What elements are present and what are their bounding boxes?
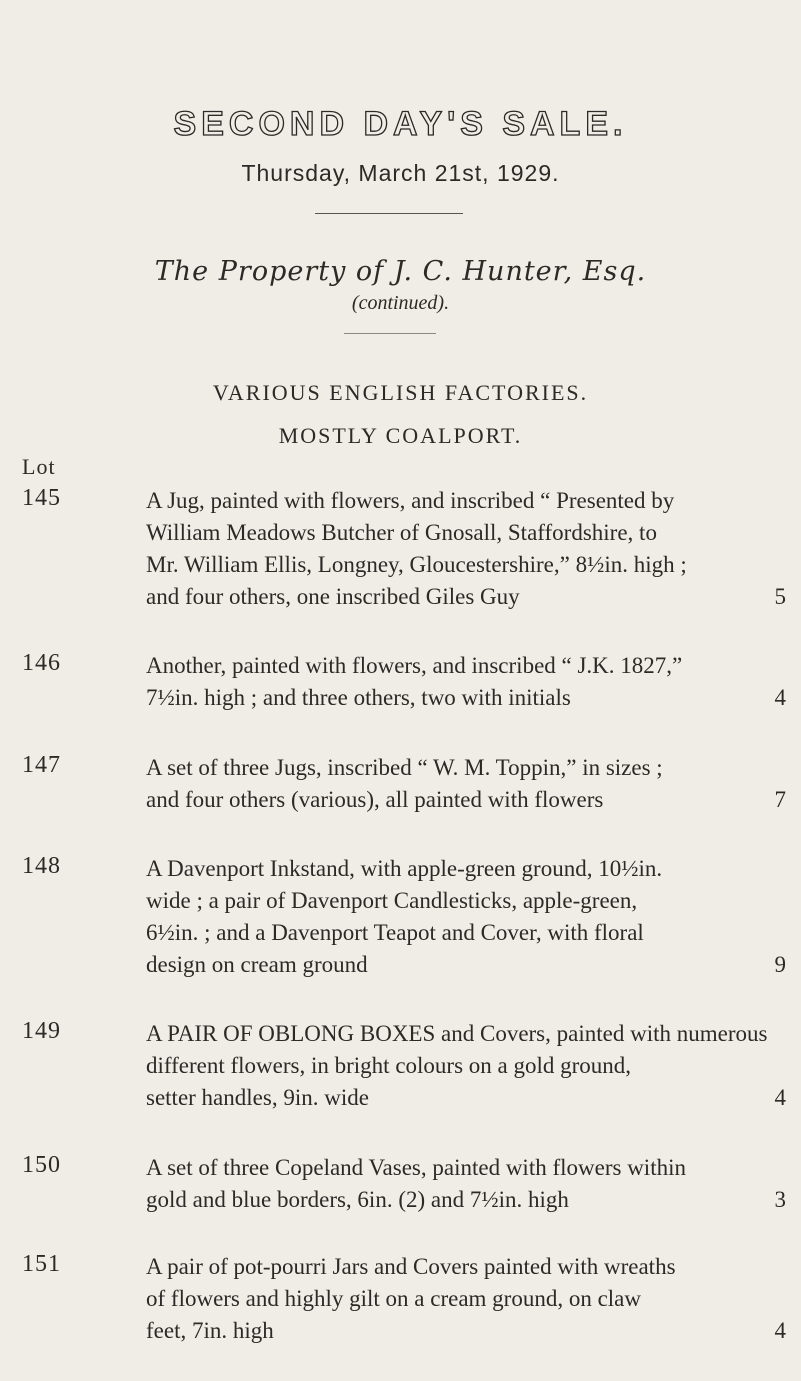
lot-description-line: different flowers, in bright colours on a gold ground, [146,1053,632,1078]
lot-description-line: 6½in. ; and a Davenport Teapot and Cover, with floral [146,920,644,945]
lot-number: 146 [22,650,61,676]
lot-description-line: setter handles, 9in. wide [146,1085,369,1110]
lot-description-line: A set of three Jugs, inscribed “ W. M. Toppin,” in sizes ; [146,755,663,780]
lot-number: 147 [22,752,61,778]
lot-quantity: 4 [774,1318,786,1343]
lot-quantity: 4 [774,1085,786,1110]
lot-description-line: A set of three Copeland Vases, painted with flowers within [146,1155,686,1180]
lot-column-label: Lot [22,454,56,479]
lot-quantity: 9 [774,952,786,977]
divider-middle [344,333,436,334]
lot-description [146,853,786,981]
lot-description-line: William Meadows Butcher of Gnosall, Staffordshire, to [146,520,657,545]
lot-description [146,1251,786,1347]
lot-description-line: of flowers and highly gilt on a cream ground, on claw [146,1286,642,1311]
lot-description-line: Mr. William Ellis, Longney, Gloucestershire,” 8½in. high ; [146,552,687,577]
lot-description-line: gold and blue borders, 6in. (2) and 7½in. high [146,1187,569,1212]
lot-number: 151 [22,1251,61,1277]
section-subheading: MOSTLY COALPORT. [278,423,523,448]
lot-description-line: A Jug, painted with flowers, and inscribed “ Presented by [146,488,675,513]
section-heading: VARIOUS ENGLISH FACTORIES. [212,380,589,405]
lot-number: 145 [22,485,61,511]
lot-description [146,485,786,613]
lot-description-line: design on cream ground [146,952,368,977]
lot-description [146,752,786,816]
sale-title: SECOND DAY'S SALE. [173,105,628,143]
lot-quantity: 5 [774,584,786,609]
lot-number: 149 [22,1018,61,1044]
sale-date: Thursday, March 21st, 1929. [241,160,560,186]
lot-description-line: A Davenport Inkstand, with apple-green ground, 10½in. [146,856,663,881]
lot-quantity: 3 [774,1187,786,1212]
divider-top [315,213,463,214]
lot-description-line: and four others (various), all painted with flowers [146,787,604,812]
continued-note: (continued). [351,292,450,314]
lot-description-line: wide ; a pair of Davenport Candlesticks, apple-green, [146,888,638,913]
lot-quantity: 7 [774,787,786,812]
lot-description-line: A PAIR OF OBLONG BOXES and Covers, painted with numerous [146,1021,768,1046]
lot-description [146,1018,786,1114]
lot-description-line: 7½in. high ; and three others, two with initials [146,685,571,710]
lot-number: 150 [22,1152,61,1178]
lot-description-line: and four others, one inscribed Giles Guy [146,584,520,609]
lot-description-line: feet, 7in. high [146,1318,274,1343]
property-owner: The Property of J. C. Hunter, Esq. [154,256,647,287]
lot-description-line: A pair of pot-pourri Jars and Covers painted with wreaths [146,1254,676,1279]
lot-description [146,1152,786,1216]
lot-quantity: 4 [774,685,786,710]
lot-number: 148 [22,853,61,879]
lot-description-line: Another, painted with flowers, and inscribed “ J.K. 1827,” [146,653,683,678]
lot-description [146,650,786,714]
